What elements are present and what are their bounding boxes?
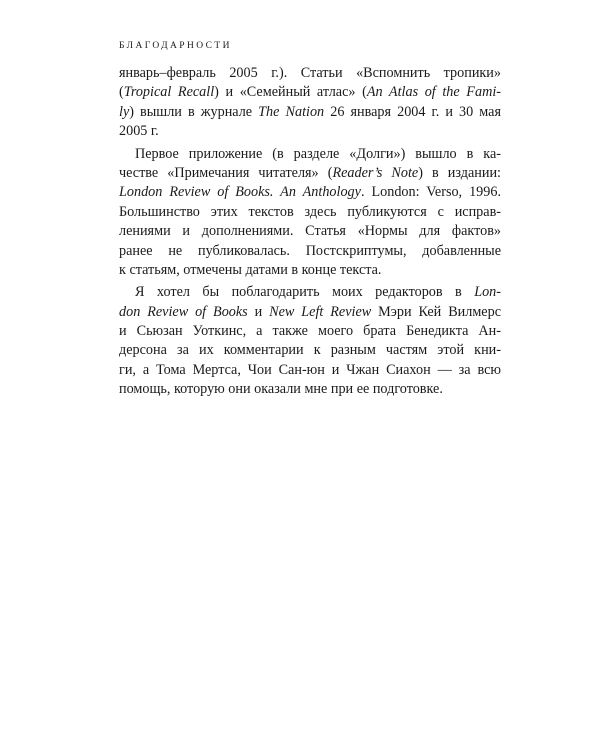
text-span: ги, а Тома Мертса, Чои Сан-юн и Чжан Сиахон — за всю: [119, 361, 501, 378]
text-span: лениями и дополнениями. Статья «Нормы для фактов»: [119, 223, 501, 240]
text-span: и: [247, 303, 270, 320]
text-span: (: [119, 84, 124, 101]
text-span: честве «Примечания читателя» (: [119, 164, 333, 181]
text-line: [119, 361, 501, 380]
paragraph: [119, 145, 501, 281]
text-span: январь–февраль 2005 г.). Статьи «Вспомнить тропики»: [119, 65, 501, 81]
text-span: ) и «Семейный атлас» (: [214, 84, 367, 101]
text-line: [119, 303, 501, 322]
text-span: к статьям, отмечены датами в конце текста.: [119, 261, 382, 278]
italic-title: Lon-: [474, 284, 501, 301]
text-line: [119, 145, 501, 164]
text-span: ранее не публиковалась. Постскриптумы, добавленные: [119, 242, 501, 259]
italic-title: An Atlas of the Fami-: [366, 84, 501, 101]
italic-title: The Nation: [258, 103, 325, 120]
text-line: [119, 203, 501, 222]
italic-title: New Left Review: [269, 303, 372, 320]
text-span: Мэри Кей Вилмерс: [371, 303, 501, 320]
body-text: [119, 64, 501, 400]
italic-title: Tropical Recall: [123, 84, 215, 101]
text-line: [119, 222, 501, 241]
text-span: Первое приложение (в разделе «Долги») вышло в ка-: [135, 145, 501, 162]
italic-title: Reader’s Note: [332, 164, 419, 181]
text-line: [119, 164, 501, 183]
italic-title: don Review of Books: [119, 303, 248, 320]
text-span: дерсона за их комментарии к разным частям этой кни-: [119, 342, 501, 359]
text-line: [119, 122, 501, 141]
text-line: [119, 64, 501, 83]
text-line: [119, 103, 501, 122]
paragraph: [119, 283, 501, 399]
running-head: БЛАГОДАРНОСТИ: [119, 41, 232, 51]
text-line: [119, 341, 501, 360]
text-line: [119, 242, 501, 261]
text-line: [119, 380, 501, 399]
text-line: [119, 322, 501, 341]
text-line: [119, 183, 501, 202]
text-span: 2005 г.: [119, 123, 159, 140]
text-span: ) вышли в журнале: [129, 103, 259, 120]
text-span: Большинство этих текстов здесь публикуются с исправ-: [119, 203, 501, 220]
text-line: [119, 261, 501, 280]
text-line: [119, 283, 501, 302]
italic-title: London Review of Books. An Anthology: [119, 184, 361, 201]
text-span: и Сьюзан Уоткинс, а также моего брата Бенедикта Ан-: [119, 323, 501, 340]
text-span: 26 января 2004 г. и 30 мая: [324, 103, 501, 120]
text-span: Я хотел бы поблагодарить моих редакторов в: [135, 284, 475, 301]
text-span: ) в издании:: [418, 164, 501, 181]
text-span: . London: Verso, 1996.: [360, 184, 501, 201]
text-line: [119, 83, 501, 102]
paragraph: [119, 64, 501, 142]
italic-title: ly: [119, 103, 130, 120]
text-span: помощь, которую они оказали мне при ее подготовке.: [119, 381, 443, 398]
